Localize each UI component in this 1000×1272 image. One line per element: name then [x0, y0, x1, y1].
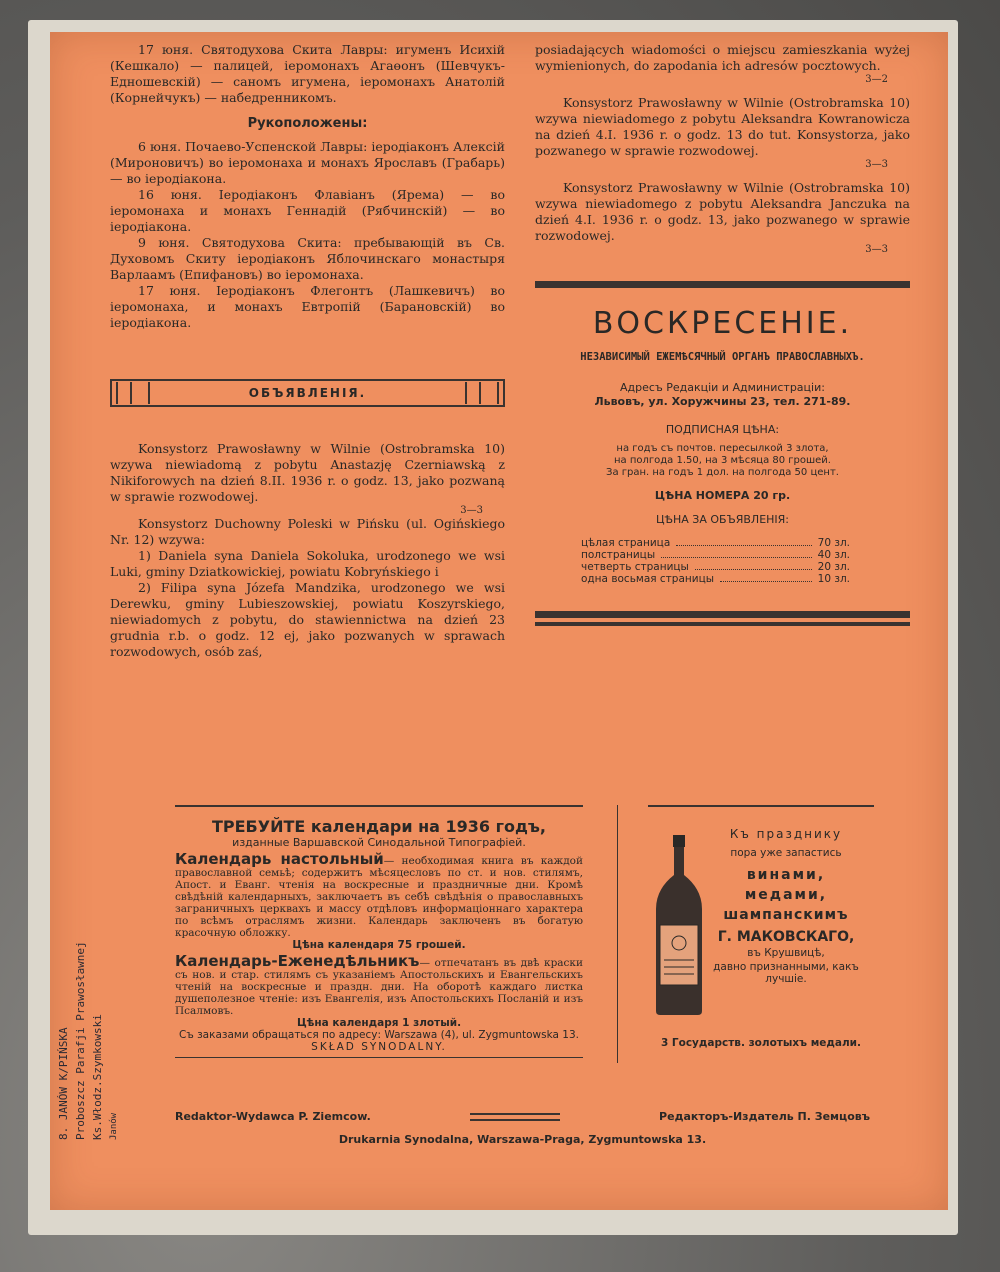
stamp-line-2: Proboszcz Parafji Prawosławnej: [74, 941, 87, 1140]
price-row: одна восьмая страницы 10 зл.: [581, 573, 850, 585]
editor-polish: Redaktor-Wydawca P. Ziemcow.: [175, 1110, 371, 1123]
announcement-4-ref: 3—3: [865, 244, 888, 255]
vosk-bottom-rule: [535, 611, 910, 618]
desk-calendar-price: Цѣна календаря 75 грошей.: [292, 939, 466, 951]
footer-ornament: [470, 1113, 560, 1121]
announcement-4: Konsystorz Prawosławny w Wilnie (Ostrobramska 10) wzywa niewiadomego z pobytu Aleksandra Janczuka na dzień 4.I. 1936 r. o godz. 13, jako pozwanego w sprawie rozwodowej.: [535, 180, 910, 243]
desk-calendar-heading: Календарь настольный: [175, 850, 384, 868]
stamp-line-4: Janów: [109, 1112, 119, 1140]
announcement-3-ref: 3—3: [865, 159, 888, 170]
announcement-2-item-1: 1) Daniela syna Daniela Sokoluka, urodzonego we wsi Luki, gminy Dziatkowickiej, powiatu Kobryńskiego i: [110, 548, 505, 579]
ordained-heading: Рукоположены:: [247, 116, 368, 131]
announcement-2: Konsystorz Duchowny Poleski w Pińsku (ul. Ogińskiego Nr. 12) wzywa:: [110, 516, 505, 547]
weekly-calendar-price: Цѣна календаря 1 злотый.: [296, 1017, 462, 1029]
weekly-calendar-heading: Календарь-Еженедѣльникъ: [175, 952, 420, 970]
wine-text: [698, 827, 874, 985]
subscription-price-label: ПОДПИСНАЯ ЦѢНА:: [665, 423, 780, 436]
subscription-line-3: За гран. на годъ 1 дол. на полгода 50 цент.: [606, 467, 839, 478]
stamp-line-3: Ks.Włodz.Szymkowski: [91, 1014, 104, 1140]
ad-divider: [617, 805, 618, 1063]
wine-line-5: шампанскимъ: [723, 907, 849, 923]
price-row: четверть страницы 20 зл.: [581, 561, 850, 573]
subscription-line-2: на полгода 1.50, на 3 мѣсяца 80 грошей.: [614, 455, 831, 466]
calendar-subtitle: изданные Варшавской Синодальной Типографіей.: [232, 836, 526, 849]
right-column: [535, 42, 910, 626]
voskresenie-title: ВОСКРЕСЕНІЕ.: [592, 306, 853, 341]
announcement-3: Konsystorz Prawosławny w Wilnie (Ostrobramska 10) wzywa niewiadomego z pobytu Aleksandra Kowranowicza na dzień 4.I. 1936 r. o godz. 13 do tut. Konsystorza, jako pozwanego w sprawie rozwodowej.: [535, 95, 910, 158]
subscription-line-1: на годъ съ почтов. пересылкой 3 злота,: [616, 443, 829, 454]
issue-price: ЦѢНА НОМЕРА 20 гр.: [654, 489, 791, 502]
ordination-paragraph-1: 6 юня. Почаево-Успенской Лавры: іеродіаконъ Алексій (Мироновичъ) во іеромонаха и монахъ Ярославъ (Грабарь) — во іеродіакона.: [110, 139, 505, 186]
editor-russian: Редакторъ-Издатель П. Земцовъ: [659, 1110, 870, 1123]
address: Львовъ, ул. Хоружчины 23, тел. 271-89.: [594, 395, 851, 408]
announcement-1-ref: 3—3: [460, 505, 483, 516]
calendar-advertisement: [175, 805, 583, 1058]
wine-line-6: Г. МАКОВСКАГО,: [717, 929, 855, 945]
wine-bottle-icon: [654, 835, 704, 1015]
wine-advertisement: [648, 805, 874, 1049]
wine-line-8: давно признанными, какъ лучшіе.: [713, 961, 859, 985]
calendar-top-rule: [175, 805, 583, 807]
wine-line-1: Къ празднику: [729, 827, 843, 841]
wine-line-3: винами,: [746, 867, 826, 883]
banner-ornament-left: [116, 382, 150, 404]
announcements-title: ОБЪЯВЛЕНІЯ.: [248, 386, 367, 400]
wine-line-2: пора уже запастись: [730, 847, 842, 859]
desk-calendar-text: — необходимая книга въ каждой православной семьѣ; содержитъ мѣсяцесловъ по ст. и нов. стилямъ, Апост. и Еванг. чтенія на воскресные и праздничные дни. Кромѣ свѣдѣній календарныхъ, заключаетъ въ себѣ свѣдѣнія о православныхъ заграничныхъ церквахъ и массу отдѣловъ информаціоннаго характера по всѣмъ отраслямъ жизни. Календарь заключенъ въ богатую красочную обложку.: [175, 855, 583, 939]
wine-medals: 3 Государств. золотыхъ медали.: [660, 1037, 862, 1049]
award-paragraph: 17 юня. Святодухова Скита Лавры: игуменъ Исихій (Кешкало) — палицей, іеромонахъ Агаөонъ (Шевчукъ-Едношевскій) — саномъ игумена, іеромонахъ Анатолій (Корнейчукъ) — набедренникомъ.: [110, 42, 505, 105]
left-column: [110, 42, 505, 660]
stamp-line-1: 8. JANÓW K/PIŃSKA: [57, 1027, 70, 1140]
calendar-title: ТРЕБУЙТЕ календари на 1936 годъ,: [211, 817, 547, 836]
ordination-paragraph-2: 16 юня. Іеродіаконъ Флавіанъ (Ярема) — во іеромонаха и монахъ Геннадій (Рябчинскій) — во іеродіакона.: [110, 187, 505, 234]
wine-line-7: въ Крушвицѣ,: [747, 947, 825, 959]
wine-line-4: медами,: [744, 887, 828, 903]
announcements-banner: [110, 379, 505, 407]
ordination-paragraph-4: 17 юня. Іеродіаконъ Флегонтъ (Лашкевичъ) во іеромонаха, и монахъ Евтропій (Барановскій) во іеродіакона.: [110, 283, 505, 330]
banner-ornament-right: [465, 382, 499, 404]
calendar-bottom-rule: [175, 1057, 583, 1058]
vosk-top-rule: [535, 281, 910, 288]
ad-price-label: ЦѢНА ЗА ОБЪЯВЛЕНІЯ:: [655, 513, 790, 526]
sklad-synodalny: SKŁAD SYNODALNY.: [311, 1041, 447, 1053]
voskresenie-subtitle: НЕЗАВИСИМЫЙ ЕЖЕМѢСЯЧНЫЙ ОРГАНЪ ПРАВОСЛАВНЫХЪ.: [580, 351, 865, 363]
wine-top-rule: [648, 805, 874, 807]
ordination-paragraph-3: 9 юня. Святодухова Скита: пребывающій въ Св. Духовомъ Скиту іеродіаконъ Яблочинскаго монастыря Варлаамъ (Епифановъ) во іеромонаха.: [110, 235, 505, 282]
address-stamp: [55, 870, 175, 1140]
announcement-1: Konsystorz Prawosławny w Wilnie (Ostrobramska 10) wzywa niewiadomą z pobytu Anastazję Czerniawską z Nikiforowych na dzień 8.II. 1936 r. o godz. 13, jako pozwaną w sprawie rozwodowej.: [110, 441, 505, 504]
footer: [175, 1110, 870, 1146]
announcement-2-continued: posiadających wiadomości o miejscu zamieszkania wyżej wymienionych, do zapodania ich adresów pocztowych.: [535, 42, 910, 73]
announcement-2-ref: 3—2: [865, 74, 888, 85]
announcement-2-item-2: 2) Filipa syna Józefa Mandzika, urodzonego we wsi Derewku, gminy Lubieszowskiej, powiatu Koszyrskiego, niewiadomych z pobytu, do stawiennictwa na dzień 23 grudnia r.b. o godz. 12 ej, jako pozwanych w sprawach rozwodowych, osób zaś,: [110, 580, 505, 659]
price-row: цѣлая страница 70 зл.: [581, 537, 850, 549]
order-address: Съ заказами обращаться по адресу: Warszawa (4), ul. Zygmuntowska 13.: [179, 1029, 579, 1041]
price-row: полстраницы 40 зл.: [581, 549, 850, 561]
weekly-calendar-text: — отпечатанъ въ двѣ краски съ нов. и стар. стилямъ съ указаніемъ Апостольскихъ и Евангельскихъ чтеній на воскресные и праздн. дни. На оборотѣ каждаго листка душеполезное чтеніе: изъ Евангелія, изъ Апостольскихъ Посланій и изъ Псалмовъ.: [175, 957, 583, 1017]
vosk-bottom-rule-2: [535, 622, 910, 626]
address-label: Адресъ Редакціи и Администраціи:: [620, 381, 825, 394]
printing-house: Drukarnia Synodalna, Warszawa-Praga, Zygmuntowska 13.: [338, 1133, 707, 1146]
